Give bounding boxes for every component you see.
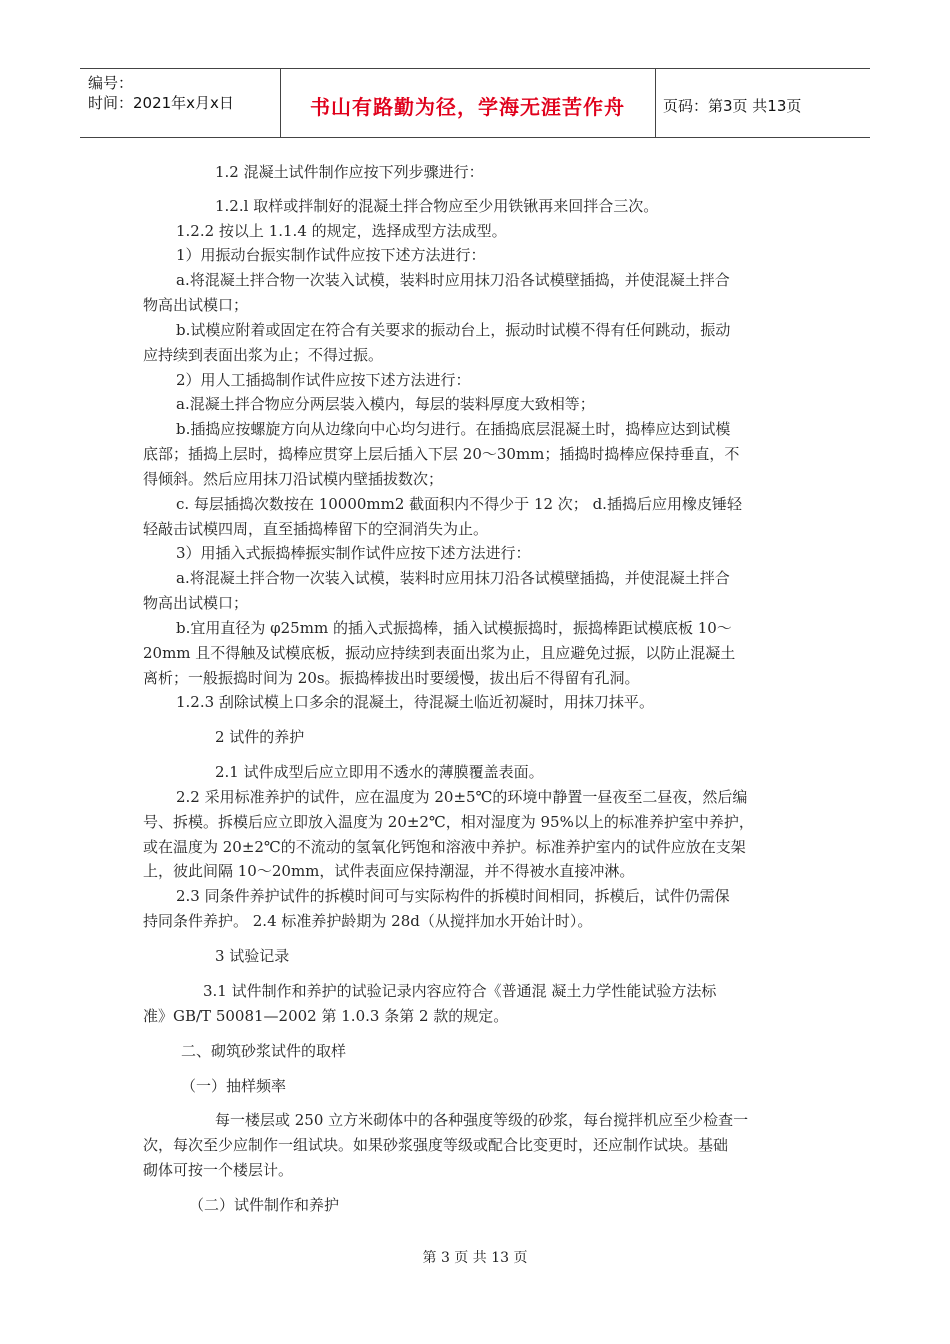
text-line: c. 每层插捣次数按在 10000mm2 截面积内不得少于 12 次； d.插捣后应用橡皮锤轻 [176,495,742,513]
text-line: 1.2.2 按以上 1.1.4 的规定，选择成型方法成型。 [176,222,507,240]
section-heading: 3 试验记录 [215,947,290,965]
text-line: b.试模应附着或固定在符合有关要求的振动台上，振动时试模不得有任何跳动，振动 [176,321,731,339]
text-line: 准》GB/T 50081—2002 第 1.0.3 条第 2 款的规定。 [143,1007,509,1025]
text-line: 砌体可按一个楼层计。 [143,1161,294,1179]
text-line: 号、拆模。拆模后应立即放入温度为 20±2℃，相对湿度为 95%以上的标准养护室中养护， [143,813,754,831]
text-line: 离析；一般振捣时间为 20s。振捣棒拔出时要缓慢，拔出后不得留有孔洞。 [143,669,640,687]
header-page-info: 页码：第3页 共13页 [663,97,802,115]
text-line: 或在温度为 20±2℃的不流动的氢氧化钙饱和溶液中养护。标准养护室内的试件应放在支架 [143,838,746,856]
header-meta [88,73,234,113]
text-line: 上，彼此间隔 10～20mm，试件表面应保持潮湿，并不得被水直接冲淋。 [143,862,635,880]
text-line: 3）用插入式振捣棒振实制作试件应按下述方法进行： [176,544,531,562]
text-line: 次，每次至少应制作一组试块。如果砂浆强度等级或配合比变更时，还应制作试块。基础 [143,1136,729,1154]
text-line: 底部；插捣上层时，捣棒应贯穿上层后插入下层 20～30mm；插捣时捣棒应保持垂直，不 [143,445,740,463]
footer-page-number: 第 3 页 共 13 页 [422,1250,528,1266]
text-line: 1.2 混凝土试件制作应按下列步骤进行： [215,163,484,181]
text-line: 持同条件养护。 2.4 标准养护龄期为 28d（从搅拌加水开始计时）。 [143,912,593,930]
page-header [80,68,870,138]
text-line: 应持续到表面出浆为止；不得过振。 [143,346,384,364]
page-footer [0,1247,950,1267]
header-divider [655,69,656,137]
text-line: b.宜用直径为 φ25mm 的插入式振捣棒，插入试模振捣时，振捣棒距试模底板 10～ [176,619,732,637]
text-line: 1）用振动台振实制作试件应按下述方法进行： [176,246,486,264]
serial-label: 编号： [88,74,134,92]
text-line: 物高出试模口； [143,296,249,314]
text-line: 2.2 采用标准养护的试件，应在温度为 20±5℃的环境中静置一昼夜至二昼夜，然后编 [176,788,748,806]
subsection-heading: （二）试件制作和养护 [189,1196,340,1214]
text-line: 1.2.l 取样或拌制好的混凝土拌合物应至少用铁锹再来回拌合三次。 [215,197,659,215]
text-line: a.将混凝土拌合物一次装入试模，装料时应用抹刀沿各试模壁插捣，并使混凝土拌合 [176,271,730,289]
text-line: 物高出试模口； [143,594,249,612]
text-line: 2.3 同条件养护试件的拆模时间可与实际构件的拆模时间相同，拆模后，试件仍需保 [176,887,730,905]
text-line: 2.1 试件成型后应立即用不透水的薄膜覆盖表面。 [215,763,544,781]
text-line: 每一楼层或 250 立方米砌体中的各种强度等级的砂浆，每台搅拌机应至少检查一 [215,1111,749,1129]
text-line: a.将混凝土拌合物一次装入试模，装料时应用抹刀沿各试模壁插捣，并使混凝土拌合 [176,569,730,587]
section-heading: 二、砌筑砂浆试件的取样 [181,1042,347,1060]
text-line: 3.1 试件制作和养护的试验记录内容应符合《普通混 凝土力学性能试验方法标 [203,982,717,1000]
text-line: 1.2.3 刮除试模上口多余的混凝土，待混凝土临近初凝时，用抹刀抹平。 [176,693,654,711]
text-line: 2）用人工插捣制作试件应按下述方法进行： [176,371,471,389]
text-line: 轻敲击试模四周，直至插捣棒留下的空洞消失为止。 [143,520,489,538]
subsection-heading: （一）抽样频率 [181,1077,287,1095]
section-heading: 2 试件的养护 [215,728,305,746]
header-motto: 书山有路勤为径，学海无涯苦作舟 [310,95,625,119]
text-line: 得倾斜。然后应用抹刀沿试模内壁插拔数次； [143,470,444,488]
text-line: 20mm 且不得触及试模底板，振动应持续到表面出浆为止，且应避免过振，以防止混凝土 [143,644,736,662]
text-line: a.混凝土拌合物应分两层装入模内，每层的装料厚度大致相等； [176,395,595,413]
time-label: 时间：2021年x月x日 [88,94,234,112]
text-line: b.插捣应按螺旋方向从边缘向中心均匀进行。在插捣底层混凝土时，捣棒应达到试模 [176,420,731,438]
